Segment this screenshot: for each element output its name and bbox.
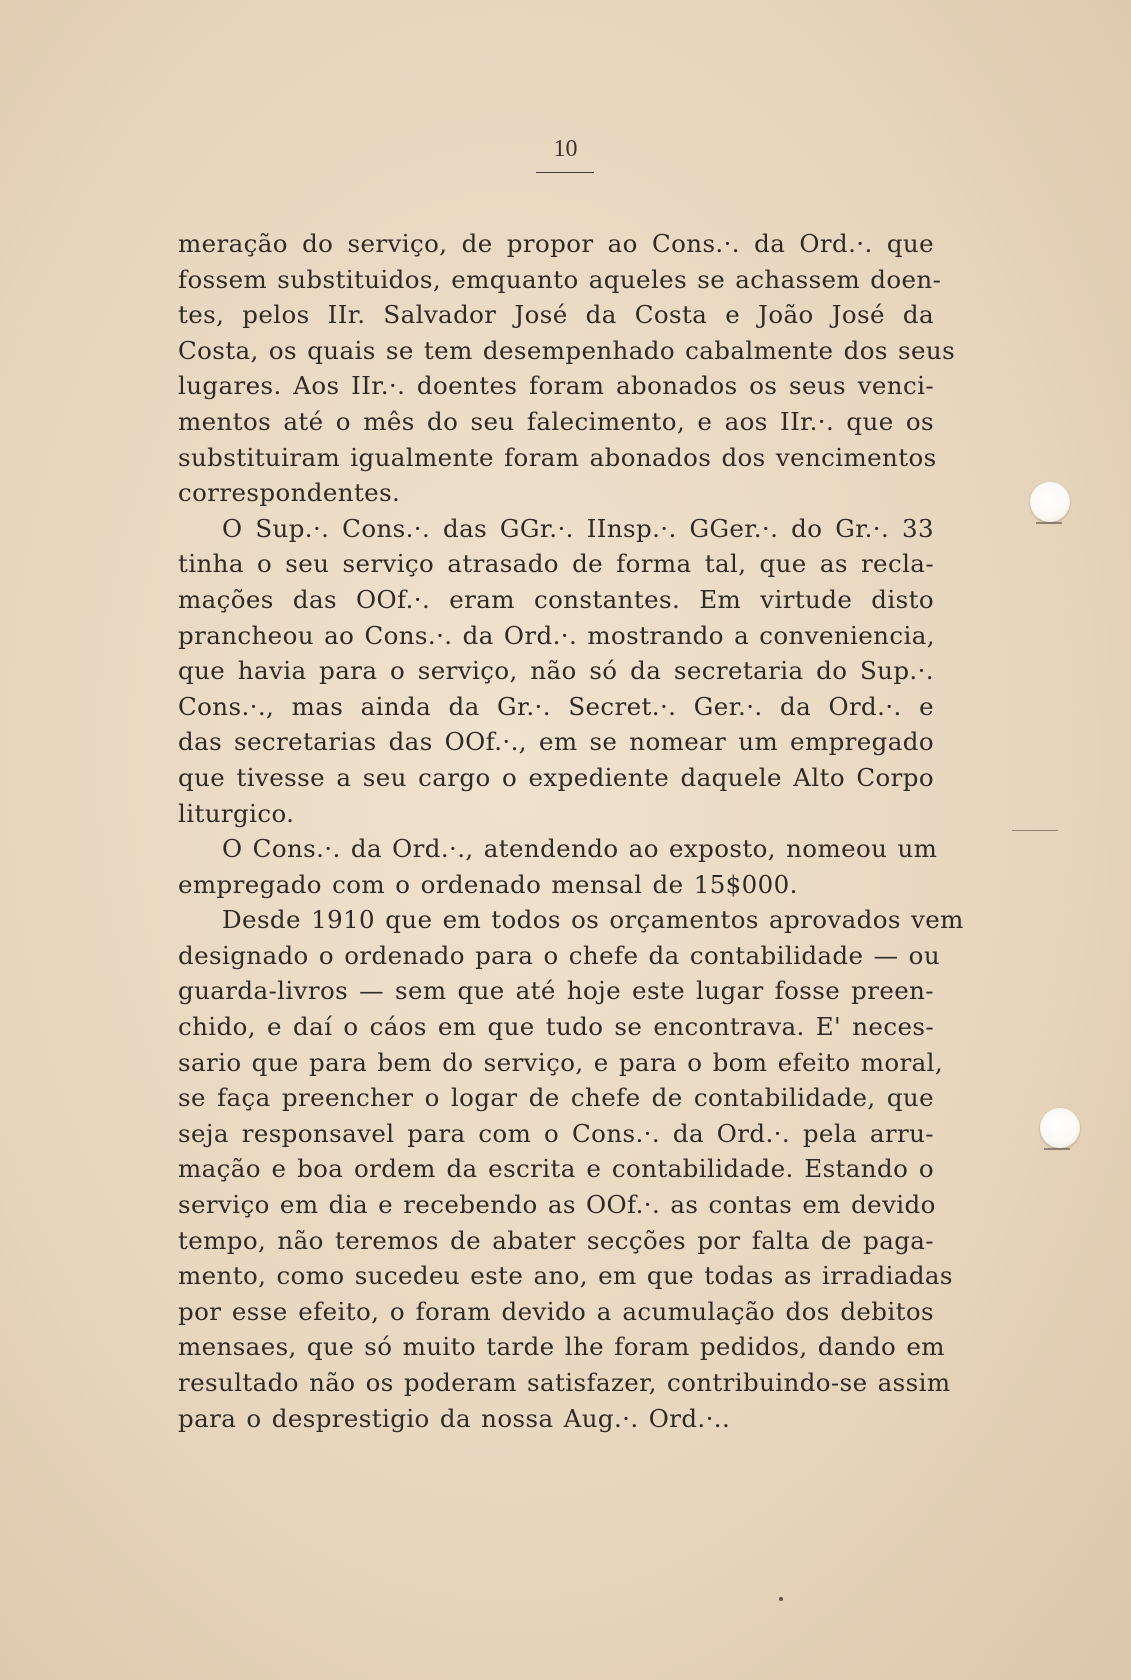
text-line: guarda-livros — sem que até hoje este lugar fosse preen- (178, 976, 934, 1006)
punch-hole-lower (1040, 1108, 1080, 1148)
text-line: Costa, os quais se tem desempenhado cabalmente dos seus (178, 335, 956, 365)
text-line: designado o ordenado para o chefe da contabilidade — ou (178, 940, 941, 970)
paper-speck (779, 1597, 783, 1601)
text-line: O Cons.·. da Ord.·., atendendo ao exposto, nomeou um (222, 834, 938, 864)
page-number-rule (536, 172, 594, 173)
text-line: empregado com o ordenado mensal de 15$000. (178, 869, 798, 899)
text-line: se faça preencher o logar de chefe de contabilidade, que (178, 1083, 934, 1113)
text-line: tes, pelos IIr. Salvador José da Costa e João José da (178, 300, 934, 330)
text-line: Cons.·., mas ainda da Gr.·. Secret.·. Ger.·. da Ord.·. e (178, 691, 934, 721)
text-line: correspondentes. (178, 478, 401, 508)
text-line: mentos até o mês do seu falecimento, e aos IIr.·. que os (178, 406, 934, 436)
punch-hole-lower-shadow (1044, 1148, 1070, 1150)
text-line: tinha o seu serviço atrasado de forma tal, que as recla- (178, 549, 934, 579)
text-line: mensaes, que só muito tarde lhe foram pedidos, dando em (178, 1332, 945, 1362)
text-line: sario que para bem do serviço, e para o bom efeito moral, (178, 1047, 944, 1077)
punch-hole-upper-shadow (1036, 522, 1062, 524)
text-line: prancheou ao Cons.·. da Ord.·. mostrando a conveniencia, (178, 620, 935, 650)
text-line: substituiram igualmente foram abonados dos vencimentos (178, 442, 937, 472)
text-line: mações das OOf.·. eram constantes. Em virtude disto (178, 584, 934, 614)
text-line: liturgico. (178, 798, 295, 828)
page-number: 10 (553, 136, 578, 162)
text-line: resultado não os poderam satisfazer, contribuindo-se assim (178, 1368, 951, 1397)
text-line: Desde 1910 que em todos os orçamentos aprovados vem (222, 905, 964, 935)
text-line: serviço em dia e recebendo as OOf.·. as contas em devido (178, 1190, 936, 1220)
text-line: das secretarias das OOf.·., em se nomear um empregado (178, 727, 934, 757)
text-line: que tivesse a seu cargo o expediente daquele Alto Corpo (178, 762, 934, 792)
body-text (178, 226, 964, 1436)
text-line: fossem substituidos, emquanto aqueles se achassem doen- (178, 264, 942, 294)
text-line: mação e boa ordem da escrita e contabilidade. Estando o (178, 1154, 934, 1184)
text-line: para o desprestigio da nossa Aug.·. Ord.·.. (178, 1403, 731, 1433)
text-line: O Sup.·. Cons.·. das GGr.·. IInsp.·. GGer.·. do Gr.·. 33 (222, 513, 934, 543)
text-line: lugares. Aos IIr.·. doentes foram abonados os seus venci- (178, 371, 934, 401)
margin-mark (1012, 830, 1058, 831)
text-line: por esse efeito, o foram devido a acumulação dos debitos (178, 1296, 934, 1326)
text-line: que havia para o serviço, não só da secretaria do Sup.·. (178, 656, 934, 686)
text-line: seja responsavel para com o Cons.·. da Ord.·. pela arru- (178, 1118, 934, 1148)
text-line: meração do serviço, de propor ao Cons.·. da Ord.·. que (178, 229, 934, 258)
punch-hole-upper (1030, 482, 1070, 522)
text-line: tempo, não teremos de abater secções por falta de paga- (178, 1225, 934, 1255)
text-line: mento, como sucedeu este ano, em que todas as irradiadas (178, 1261, 953, 1291)
text-line: chido, e daí o cáos em que tudo se encontrava. E' neces- (178, 1012, 934, 1042)
